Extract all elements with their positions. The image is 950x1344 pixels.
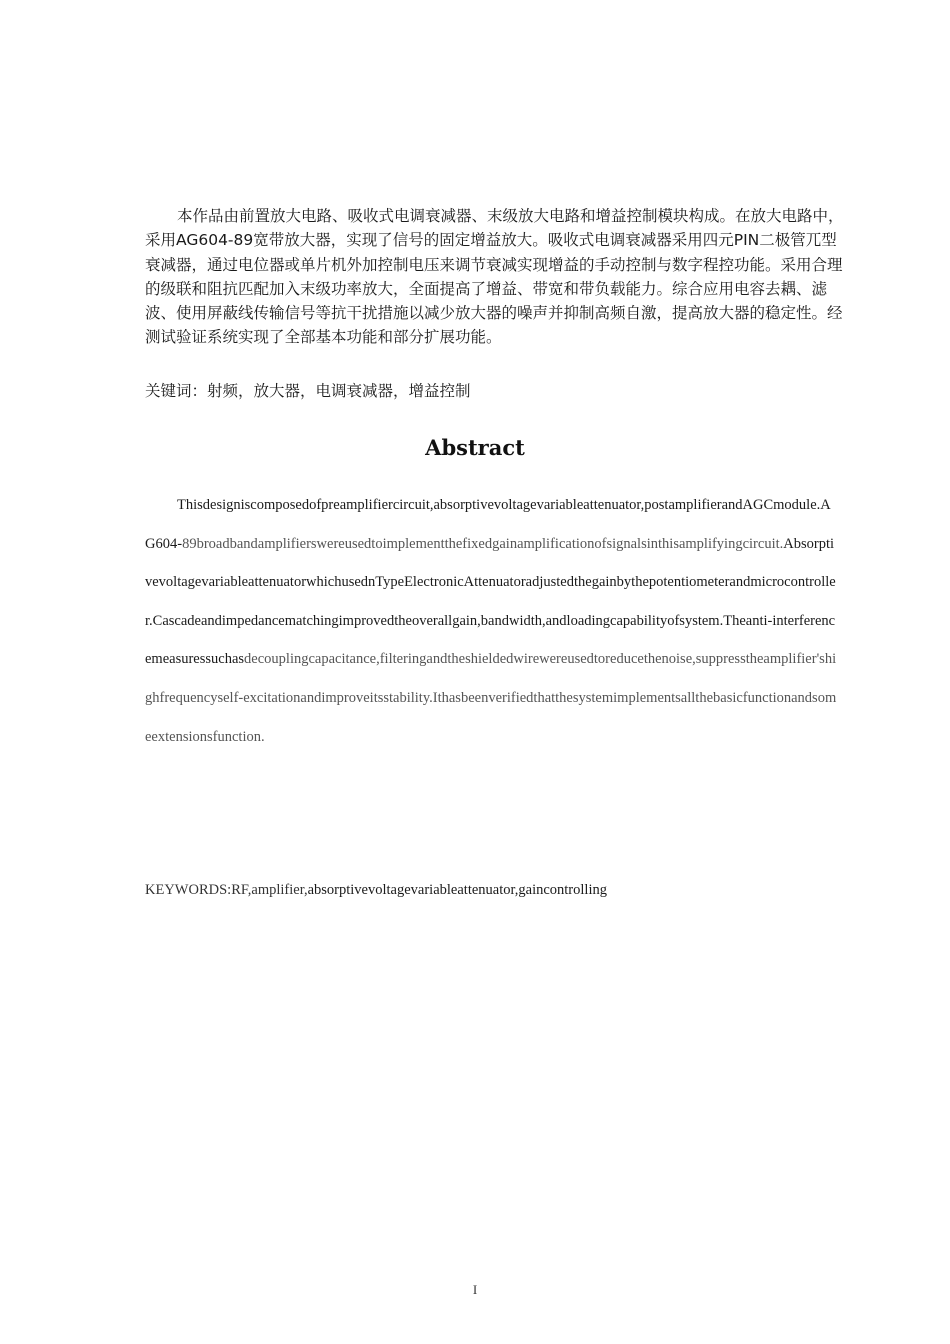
english-abstract-segment-2: 89broadbandamplifierswereusedtoimplementthefixedgainamplificationofsignalsinthisamplifyingcircuit.: [182, 535, 784, 552]
english-abstract-segment-4: decouplingcapacitance,filteringandtheshieldedwirewereusedtoreducethenoise,suppresstheamplifier'shighfrequencyself-: [145, 651, 837, 706]
english-abstract-body: [145, 486, 840, 756]
chinese-keywords: 关键词：射频，放大器，电调衰减器，增益控制: [145, 382, 471, 400]
page-number: I: [472, 1282, 478, 1297]
chinese-abstract-body: 本作品由前置放大电路、吸收式电调衰减器、末级放大电路和增益控制模块构成。在放大电路中，采用AG604-89宽带放大器，实现了信号的固定增益放大。吸收式电调衰减器采用四元PIN二极管兀型衰减器，通过电位器或单片机外加控制电压来调节衰减实现增益的手动控制与数字程控功能。采用合理的级联和阻抗匹配加入末级功率放大，全面提高了增益、带宽和带负载能力。综合应用电容去耦、滤波、使用屏蔽线传输信号等抗干扰措施以减少放大器的噪声并抑制高频自激，提高放大器的稳定性。经测试验证系统实现了全部基本功能和部分扩展功能。: [145, 207, 844, 347]
english-abstract-segment-3: AbsorptivevoltagevariableattenuatorwhichusednTypeElectronicAttenuatoradjustedthegainbythepotentiometerandmicrocontroller.Cascadeandimpedancematchingimprovedtheoverallgain,bandwidth,andloadingcapabilityofsystem.Theanti-interferencemeasuressuchas: [145, 535, 836, 668]
english-abstract-segment-5: excitationandimproveitsstability.Ithasbeenverifiedthatthesystemimplementsallthebasicfunctionandsomeextensionsfunction.: [145, 689, 837, 745]
english-keywords: [145, 878, 845, 902]
english-keywords-label: KEYWORDS:RF,amplifier,: [145, 882, 308, 898]
english-abstract-segment-1: Thisdesigniscomposedofpreamplifiercircuit,absorptivevoltagevariableattenuator,postamplifierandAGCmodule.AG604-: [145, 497, 831, 552]
abstract-heading: Abstract: [425, 435, 525, 460]
english-keywords-terms: absorptivevoltagevariableattenuator,gaincontrolling: [307, 882, 607, 898]
